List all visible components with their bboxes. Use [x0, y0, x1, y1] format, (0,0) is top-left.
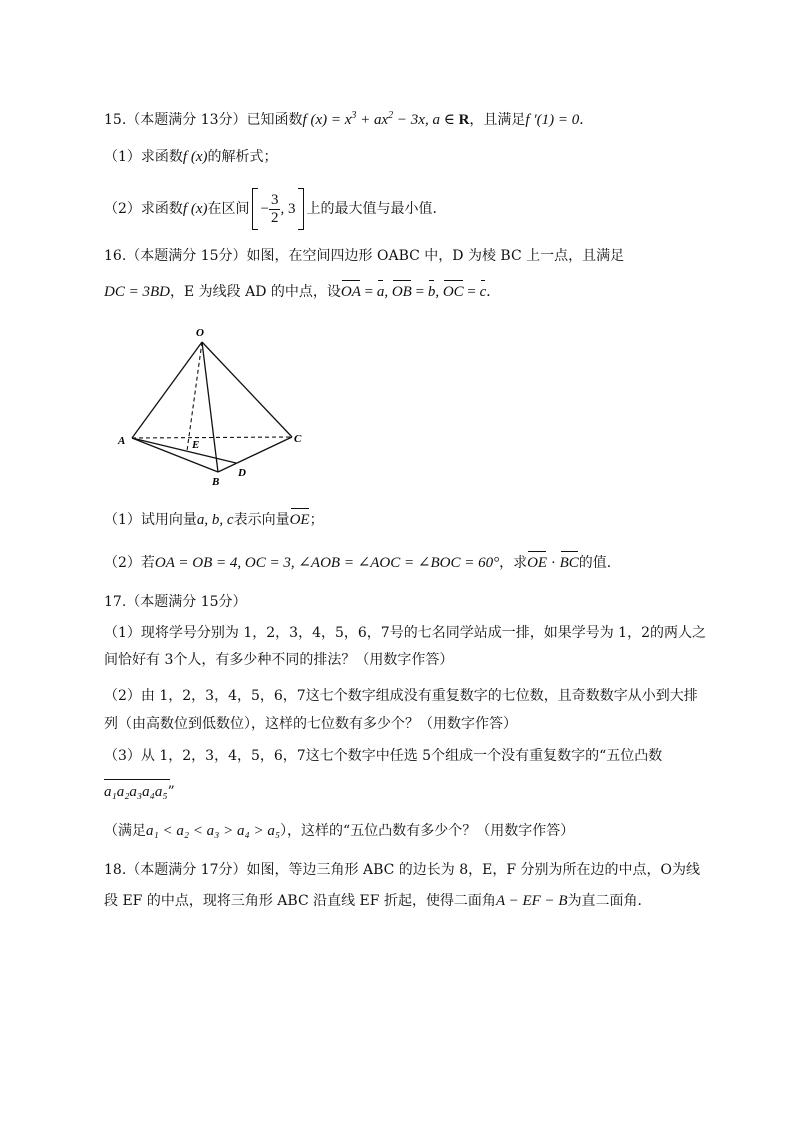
edge-OE-hidden	[187, 342, 202, 451]
q18-line1: 18.（本题满分 17分）如图，等边三角形 ABC 的边长为 8，E，F 分别为所在边的中点，O为线	[104, 862, 701, 878]
label-D: D	[238, 467, 246, 479]
q15-function: f $(x) = x^3 + ax^2 - 3x$, a ∈ R	[302, 110, 470, 128]
q17-part3-line1: （3）从 1，2，3，4，5，6，7这七个数字中任选 5个组成一个没有重复数字的“五位凸数	[104, 748, 663, 764]
q15-condition: f ′(1) = 0	[525, 112, 580, 128]
q17-part3-line3: （满足a₁ < a₂ < a₃ > a₄ > a₅），这样的“五位凸数有多少个？（用数字作答）	[104, 823, 575, 839]
q15-header: 15.（本题满分 13分）已知函数f $(x) = x^3 + ax^2 - 3x$, a ∈ R，且满足f ′(1) = 0．	[104, 110, 594, 128]
q15-part1: （1）求函数f (x)的解析式；	[104, 149, 278, 165]
q17-part1-line1: （1）现将学号分别为 1，2，3，4，5，6，7号的七名同学站成一排，如果学号为 1，2的两人之	[104, 625, 706, 641]
q17-header: 17.（本题满分 15分）	[104, 594, 247, 610]
edge-OC	[202, 342, 292, 437]
fraction: $\frac{3}{2}$	[270, 191, 279, 226]
q16-part2: （2）若OA = OB = 4, OC = 3, ∠AOB = ∠AOC = ∠BOC = 60°，求OE · BC的值．	[104, 555, 621, 571]
label-B: B	[212, 476, 220, 488]
tetrahedron-figure	[110, 322, 330, 492]
label-C: C	[294, 433, 302, 445]
label-E: E	[192, 439, 200, 451]
q17-part2-line1: （2）由 1，2，3，4，5，6，7这七个数字组成没有重复数字的七位数，且奇数数字从小到大排	[104, 688, 698, 704]
q15-part2: （2）求函数f (x)在区间 − $\frac{3}{2}$ , 3 上的最大值与最小值．	[104, 188, 446, 230]
label-O: O	[196, 327, 204, 339]
right-bracket	[298, 188, 304, 230]
edge-AC-hidden	[132, 437, 292, 438]
q17-part1-line2: 间恰好有 3个人，有多少种不同的排法？（用数字作答）	[104, 652, 454, 668]
left-bracket	[252, 188, 258, 230]
label-A: A	[118, 435, 126, 447]
q17-part3-number: a₁a₂a₃a₄a₅”	[104, 784, 175, 800]
q16-line2: DC = 3BD，E 为线段 AD 的中点，设OA = a, OB = b, OC = c．	[104, 284, 501, 300]
q18-line2: 段 EF 的中点，现将三角形 ABC 沿直线 EF 折起，使得二面角A − EF − B为直二面角．	[104, 893, 652, 909]
q16-header: 16.（本题满分 15分）如图，在空间四边形 OABC 中，D 为棱 BC 上一点，且满足	[104, 248, 625, 264]
number-overline	[104, 779, 170, 780]
edge-OA	[132, 342, 202, 438]
q16-part1: （1）试用向量a, b, c表示向量OE；	[104, 512, 324, 528]
q17-part2-line2: 列（由高数位到低数位），这样的七位数有多少个？（用数字作答）	[104, 716, 517, 732]
edge-OB	[202, 342, 218, 472]
edge-BC	[218, 437, 292, 472]
